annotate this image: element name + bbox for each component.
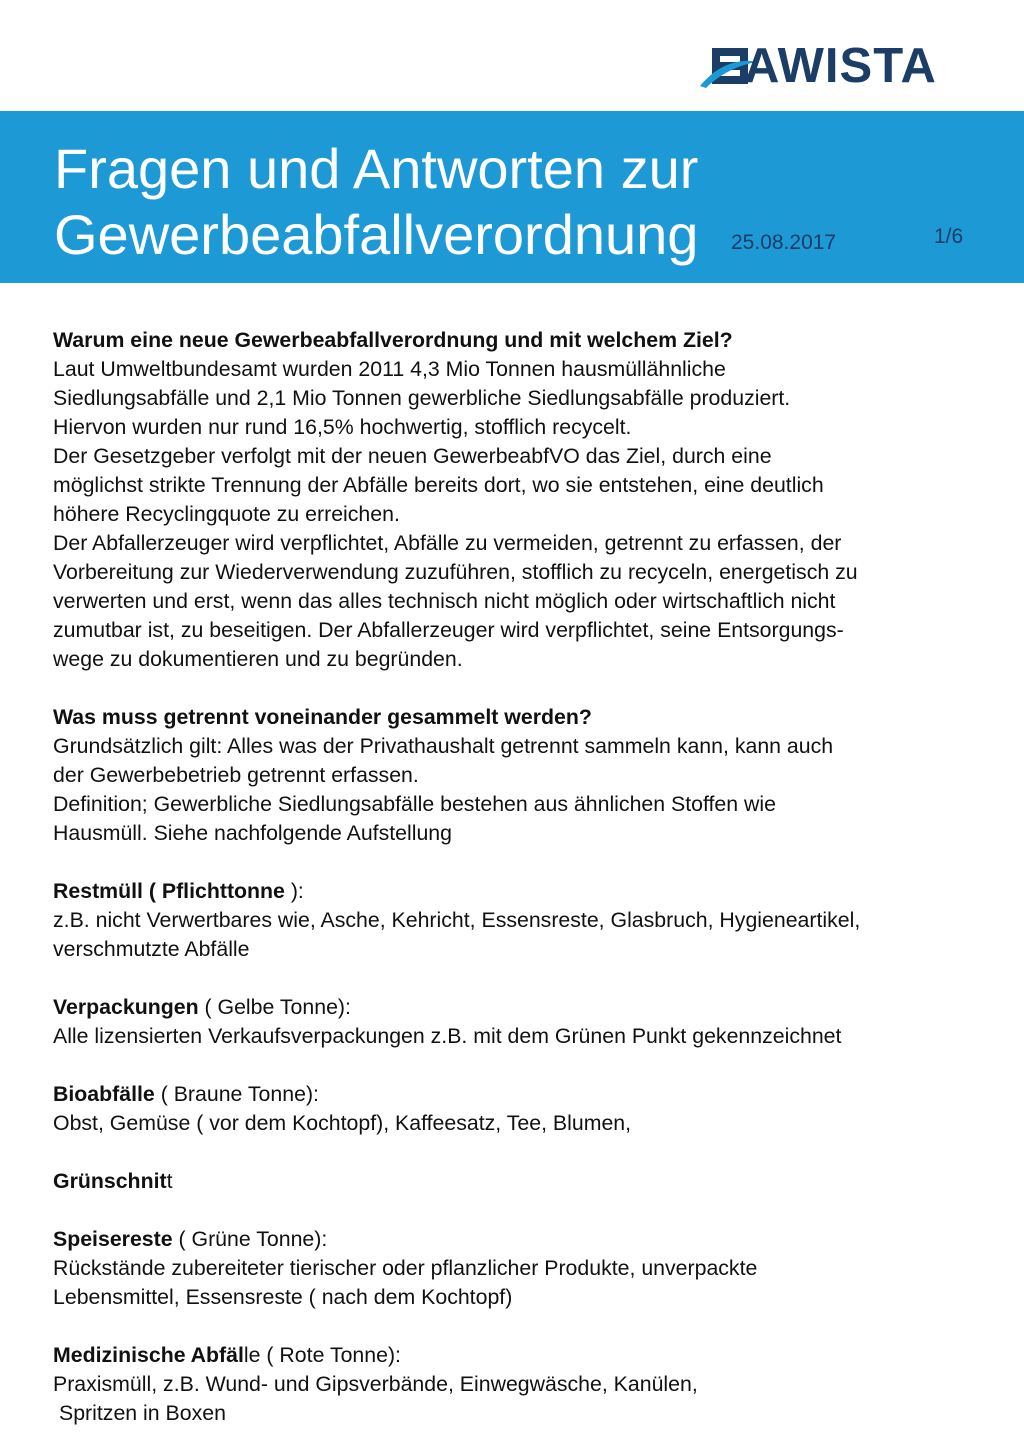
paragraph-line: Der Abfallerzeuger wird verpflichtet, Abfälle zu vermeiden, getrennt zu erfassen, der (53, 531, 842, 555)
paragraph-line: verwerten und erst, wenn das alles technisch nicht möglich oder wirtschaftlich nicht (53, 589, 836, 613)
question-heading-what: Was muss getrennt voneinander gesammelt werden? (53, 705, 592, 729)
paragraph-line: Obst, Gemüse ( vor dem Kochtopf), Kaffeesatz, Tee, Blumen, (53, 1111, 632, 1135)
paragraph-line: der Gewerbebetrieb getrennt erfassen. (53, 763, 419, 787)
paragraph-line: Spritzen in Boxen (59, 1401, 226, 1425)
paragraph-line: Hiervon wurden nur rund 16,5% hochwertig, stofflich recycelt. (53, 415, 632, 439)
paragraph-line: zumutbar ist, zu beseitigen. Der Abfallerzeuger wird verpflichtet, seine Entsorgungs- (53, 618, 844, 642)
paragraph-line: Hausmüll. Siehe nachfolgende Aufstellung (53, 821, 452, 845)
category-heading-speisereste: Speisereste ( Grüne Tonne): (53, 1227, 328, 1251)
paragraph-line: Siedlungsabfälle und 2,1 Mio Tonnen gewerbliche Siedlungsabfälle produziert. (53, 386, 791, 410)
title-line-1: Fragen und Antworten zur (54, 137, 699, 200)
paragraph-line: Rückstände zubereiteter tierischer oder pflanzlicher Produkte, unverpackte (53, 1256, 758, 1280)
paragraph-line: z.B. nicht Verwertbares wie, Asche, Kehricht, Essensreste, Glasbruch, Hygieneartikel, (53, 908, 861, 932)
page-title (54, 136, 698, 268)
paragraph-line: Grundsätzlich gilt: Alles was der Privathaushalt getrennt sammeln kann, kann auch (53, 734, 834, 758)
category-heading-bioabfaelle: Bioabfälle ( Braune Tonne): (53, 1082, 319, 1106)
title-line-2: Gewerbeabfallverordnung (54, 203, 699, 266)
question-heading-why: Warum eine neue Gewerbeabfallverordnung und mit welchem Ziel? (53, 328, 733, 352)
category-heading-medizin: Medizinische Abfälle ( Rote Tonne): (53, 1343, 401, 1367)
page-number: 1/6 (934, 225, 964, 248)
paragraph-line: Lebensmittel, Essensreste ( nach dem Kochtopf) (53, 1285, 513, 1309)
paragraph-line: verschmutzte Abfälle (53, 937, 250, 961)
paragraph-line: Vorbereitung zur Wiederverwendung zuzuführen, stofflich zu recyceln, energetisch zu (53, 560, 858, 584)
category-heading-restmuell: Restmüll ( Pflichttonne ): (53, 879, 304, 903)
paragraph-line: Laut Umweltbundesamt wurden 2011 4,3 Mio Tonnen hausmüllähnliche (53, 357, 726, 381)
paragraph-line: höhere Recyclingquote zu erreichen. (53, 502, 400, 526)
awista-logo-text: AWISTA (744, 39, 937, 93)
document-date: 25.08.2017 (731, 231, 837, 254)
paragraph-line: Definition; Gewerbliche Siedlungsabfälle bestehen aus ähnlichen Stoffen wie (53, 792, 776, 816)
category-heading-verpackungen: Verpackungen ( Gelbe Tonne): (53, 995, 351, 1019)
category-heading-gruenschnitt: Grünschnitt (53, 1169, 173, 1193)
paragraph-line: Praxismüll, z.B. Wund- und Gipsverbände, Einwegwäsche, Kanülen, (53, 1372, 698, 1396)
paragraph-line: möglichst strikte Trennung der Abfälle bereits dort, wo sie entstehen, eine deutlich (53, 473, 824, 497)
paragraph-line: Alle lizensierten Verkaufsverpackungen z.B. mit dem Grünen Punkt gekennzeichnet (53, 1024, 842, 1048)
document-body (53, 326, 983, 1428)
paragraph-line: wege zu dokumentieren und zu begründen. (53, 647, 463, 671)
paragraph-line: Der Gesetzgeber verfolgt mit der neuen GewerbeabfVO das Ziel, durch eine (53, 444, 772, 468)
